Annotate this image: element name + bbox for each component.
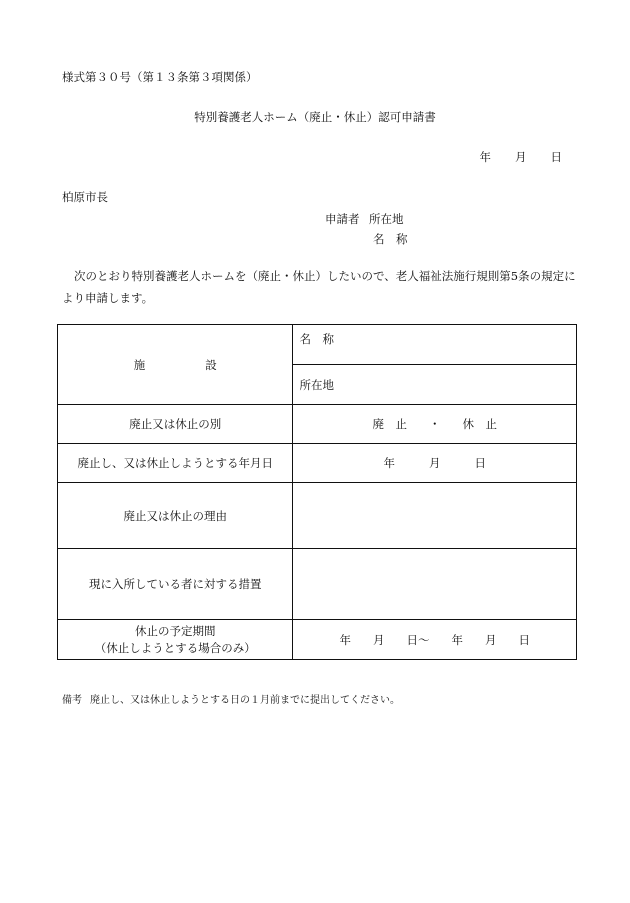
- abolish-date-year: 年: [383, 456, 395, 470]
- table-row: [58, 620, 577, 660]
- form-number: 様式第３０号（第１３条第３項関係）: [62, 70, 258, 84]
- measures-label: 現に入所している者に対する措置: [58, 549, 293, 620]
- facility-label-part1: 施: [133, 357, 146, 372]
- table-row: [58, 405, 577, 444]
- date-year: 年: [479, 150, 491, 164]
- facility-label: [58, 325, 293, 405]
- type-choice-field[interactable]: [293, 405, 577, 444]
- period-start-month: 月: [372, 632, 385, 647]
- applicant-address-row: [325, 209, 408, 229]
- application-form-table: [57, 324, 577, 660]
- facility-address-label: 所在地: [299, 377, 334, 392]
- period-label: [58, 620, 293, 660]
- table-row: [58, 549, 577, 620]
- suspend-option[interactable]: 休 止: [462, 417, 497, 431]
- reason-label: 廃止又は休止の理由: [58, 483, 293, 549]
- period-start-year: 年: [339, 632, 351, 647]
- period-end-month: 月: [484, 632, 497, 647]
- abolish-date-field[interactable]: [293, 444, 577, 483]
- table-row: [58, 444, 577, 483]
- applicant-name-row: [325, 229, 408, 249]
- date-label: 廃止し、又は休止しようとする年月日: [58, 444, 293, 483]
- period-label-line2: （休止しようとする場合のみ）: [94, 640, 256, 655]
- applicant-block: [325, 209, 408, 249]
- remarks-text: 廃止し、又は休止しようとする日の１月前までに提出してください。: [90, 695, 400, 706]
- table-row: [58, 483, 577, 549]
- period-label-line1: 休止の予定期間: [134, 623, 216, 638]
- date-day: 日: [550, 150, 562, 164]
- abolish-date-day: 日: [474, 456, 486, 470]
- table-row: [58, 325, 577, 365]
- facility-address-field[interactable]: [293, 365, 577, 405]
- body-text: 次のとおり特別養護老人ホームを（廃止・休止）したいので、老人福祉法施行規則第5条の規定により申請します。: [62, 269, 576, 305]
- document-title: 特別養護老人ホーム（廃止・休止）認可申請書: [194, 110, 436, 124]
- facility-label-part2: 設: [205, 357, 217, 372]
- applicant-name-label: 名 称: [373, 232, 408, 246]
- period-end-day: 日: [518, 632, 530, 647]
- option-separator: ・: [428, 417, 441, 431]
- abolish-date-month: 月: [428, 456, 441, 470]
- applicant-address-label: 所在地: [369, 212, 404, 226]
- period-end-year: 年: [451, 632, 463, 647]
- applicant-label: 申請者: [325, 212, 360, 226]
- date-month: 月: [515, 150, 527, 164]
- abolish-option[interactable]: 廃 止: [372, 417, 407, 431]
- facility-name-label: 名 称: [299, 332, 334, 346]
- measures-field[interactable]: [293, 549, 577, 620]
- submission-date: [480, 149, 563, 165]
- reason-field[interactable]: [293, 483, 577, 549]
- facility-name-field[interactable]: [293, 325, 577, 365]
- period-start-day: 日～: [406, 632, 430, 647]
- remarks: [62, 691, 400, 706]
- remarks-label: 備考: [62, 695, 82, 706]
- suspension-period-field[interactable]: [293, 620, 577, 660]
- addressee: 柏原市長: [62, 190, 108, 204]
- type-label: 廃止又は休止の別: [58, 405, 293, 444]
